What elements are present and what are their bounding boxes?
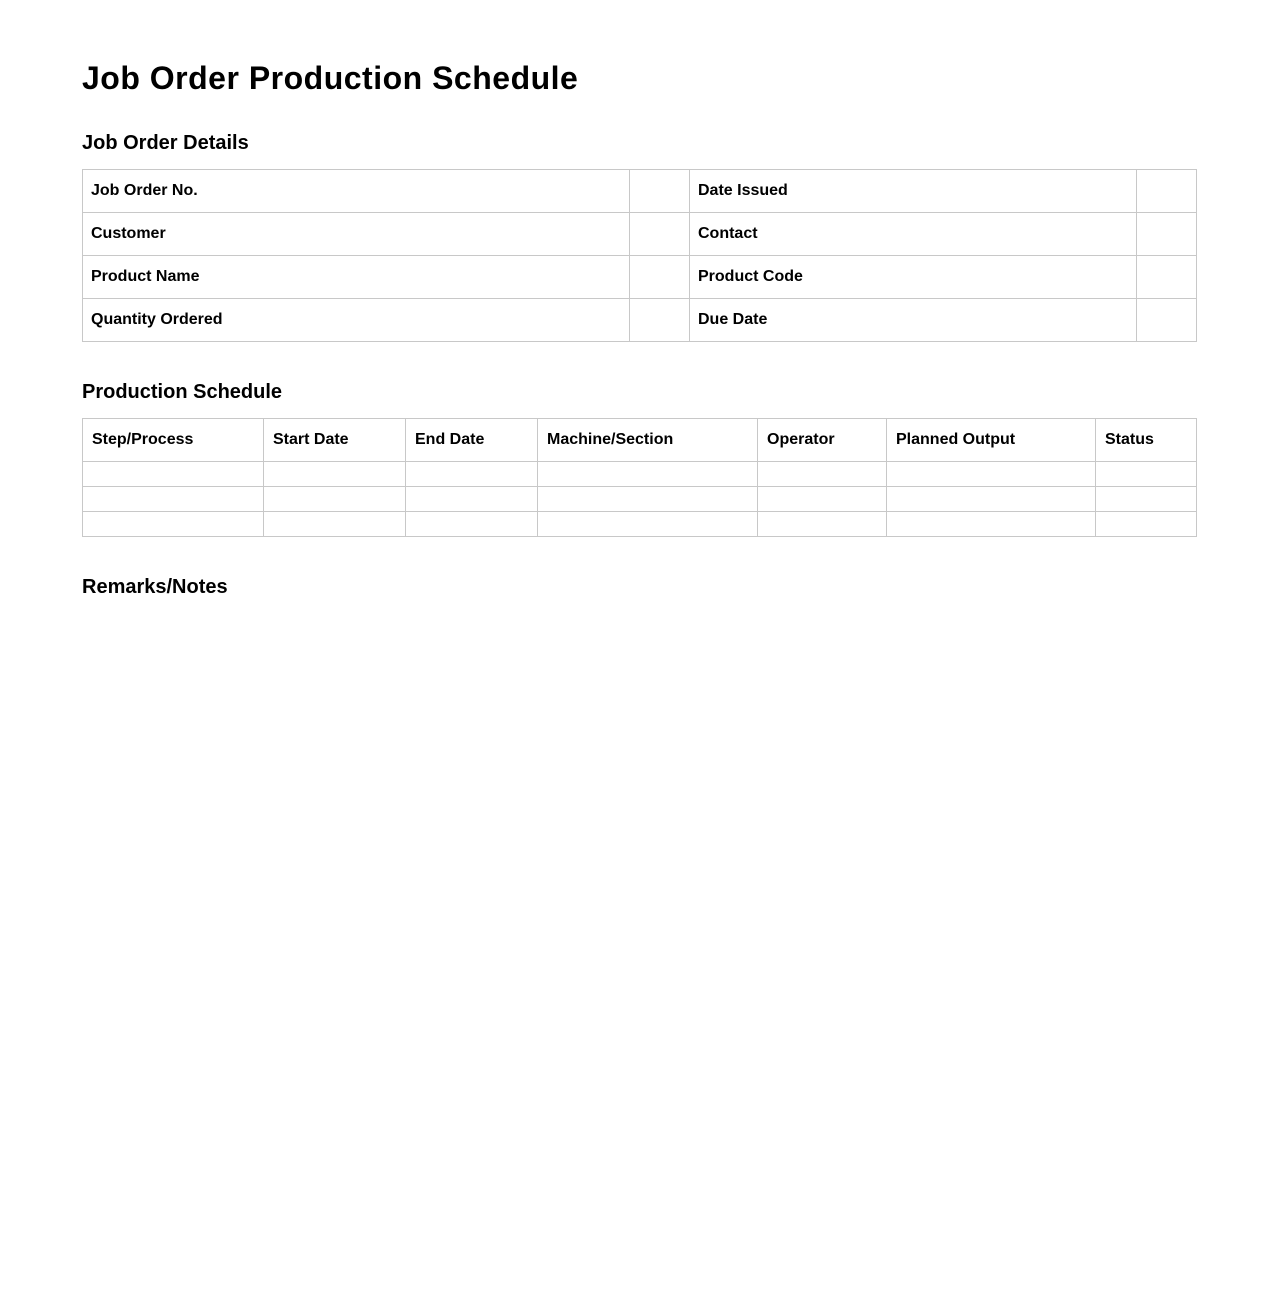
- table-cell[interactable]: [406, 487, 538, 512]
- table-cell[interactable]: [538, 487, 758, 512]
- table-row: [83, 512, 1197, 537]
- details-label: Product Code: [690, 256, 1137, 299]
- details-value-cell[interactable]: [630, 170, 690, 213]
- column-header-step-process: Step/Process: [83, 419, 264, 462]
- table-cell[interactable]: [83, 512, 264, 537]
- table-cell[interactable]: [758, 512, 887, 537]
- table-row: [83, 462, 1197, 487]
- details-label: Due Date: [690, 299, 1137, 342]
- details-value-cell[interactable]: [630, 299, 690, 342]
- details-label: Job Order No.: [83, 170, 630, 213]
- table-cell[interactable]: [887, 462, 1096, 487]
- column-header-start-date: Start Date: [264, 419, 406, 462]
- table-cell[interactable]: [1096, 462, 1197, 487]
- column-header-status: Status: [1096, 419, 1197, 462]
- table-cell[interactable]: [264, 487, 406, 512]
- remarks-heading: Remarks/Notes: [82, 576, 228, 598]
- details-value-cell[interactable]: [1137, 213, 1197, 256]
- table-cell[interactable]: [264, 512, 406, 537]
- production-schedule-heading: Production Schedule: [82, 381, 283, 403]
- details-value-cell[interactable]: [1137, 256, 1197, 299]
- column-header-machine-section: Machine/Section: [538, 419, 758, 462]
- details-value-cell[interactable]: [1137, 299, 1197, 342]
- details-row: [83, 256, 1197, 299]
- page-title: Job Order Production Schedule: [82, 60, 579, 96]
- column-header-planned-output: Planned Output: [887, 419, 1096, 462]
- table-cell[interactable]: [1096, 512, 1197, 537]
- table-cell[interactable]: [887, 487, 1096, 512]
- details-label: Customer: [83, 213, 630, 256]
- column-header-operator: Operator: [758, 419, 887, 462]
- details-label: Quantity Ordered: [83, 299, 630, 342]
- column-header-end-date: End Date: [406, 419, 538, 462]
- details-value-cell[interactable]: [630, 256, 690, 299]
- details-label: Contact: [690, 213, 1137, 256]
- table-cell[interactable]: [887, 512, 1096, 537]
- table-cell[interactable]: [406, 462, 538, 487]
- table-cell[interactable]: [1096, 487, 1197, 512]
- details-row: [83, 299, 1197, 342]
- table-cell[interactable]: [406, 512, 538, 537]
- details-label: Product Name: [83, 256, 630, 299]
- details-value-cell[interactable]: [1137, 170, 1197, 213]
- details-row: [83, 213, 1197, 256]
- job-order-details-table: [82, 169, 1197, 342]
- table-cell[interactable]: [758, 462, 887, 487]
- details-label: Date Issued: [690, 170, 1137, 213]
- table-cell[interactable]: [264, 462, 406, 487]
- production-schedule-table: [82, 418, 1197, 537]
- table-row: [83, 487, 1197, 512]
- schedule-header-row: [83, 419, 1197, 462]
- job-order-details-heading: Job Order Details: [82, 132, 249, 154]
- table-cell[interactable]: [83, 462, 264, 487]
- table-cell[interactable]: [538, 462, 758, 487]
- table-cell[interactable]: [758, 487, 887, 512]
- details-row: [83, 170, 1197, 213]
- details-value-cell[interactable]: [630, 213, 690, 256]
- table-cell[interactable]: [538, 512, 758, 537]
- table-cell[interactable]: [83, 487, 264, 512]
